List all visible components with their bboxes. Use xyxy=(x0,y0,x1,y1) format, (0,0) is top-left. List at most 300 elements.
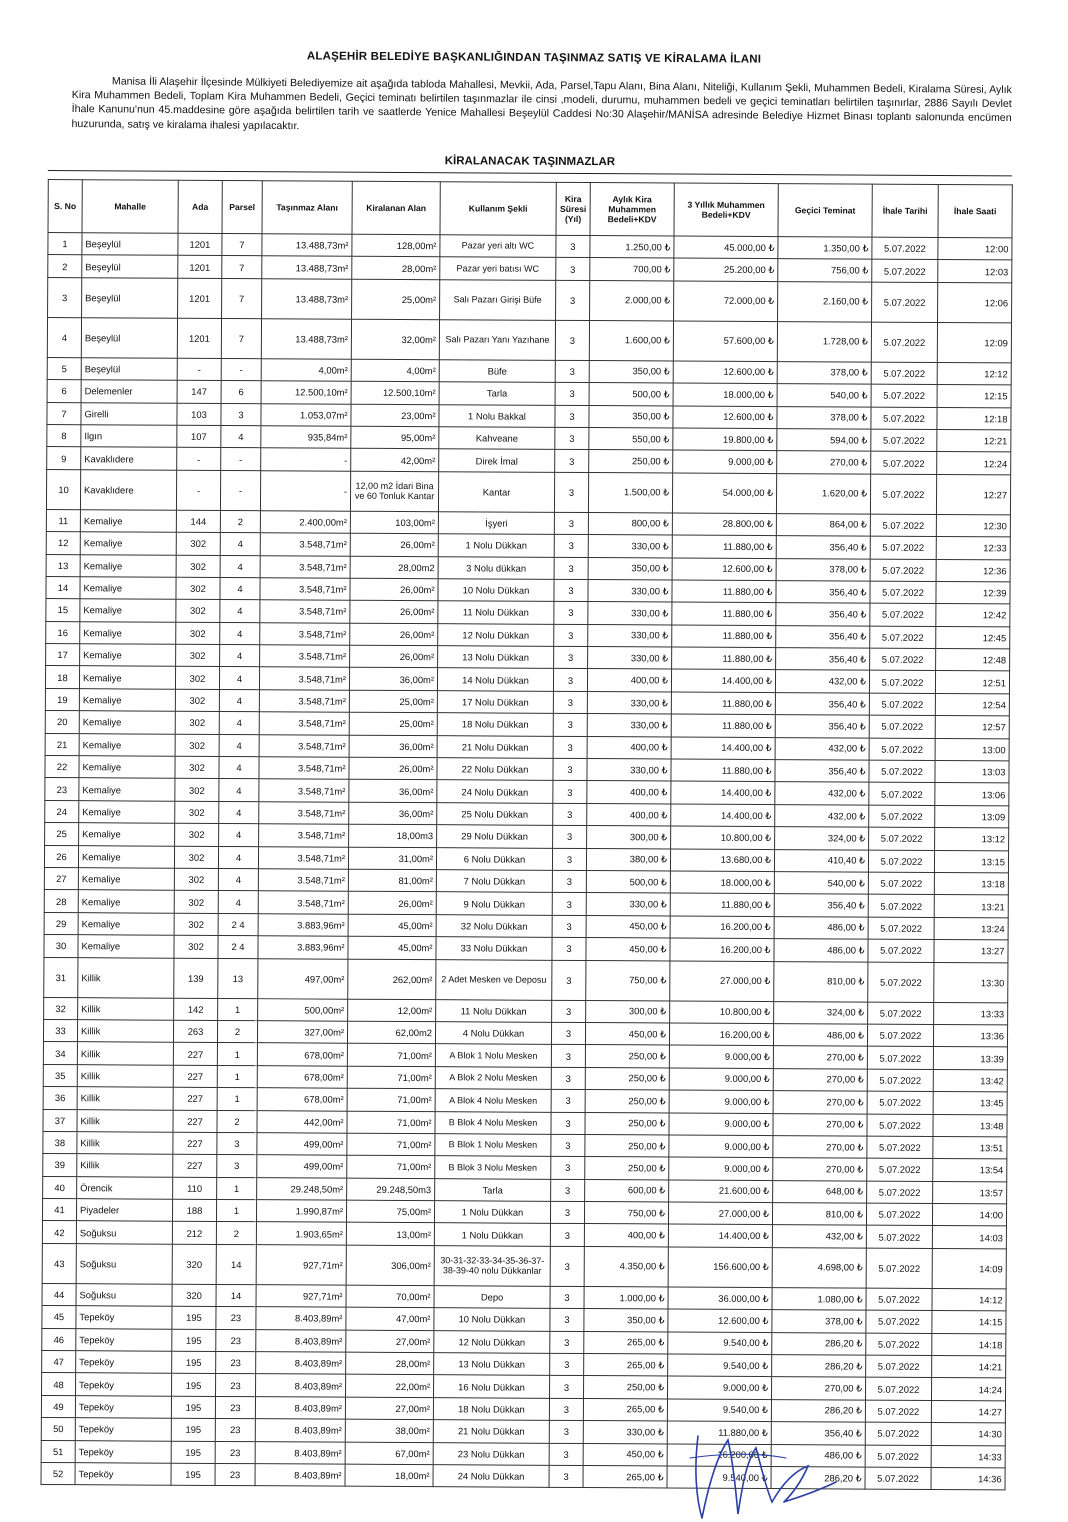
cell-monthly-rent: 250,00 ₺ xyxy=(585,1157,669,1180)
cell-rented-area: 262,00m² xyxy=(348,959,436,999)
cell-property-area: 3.548,71m² xyxy=(259,779,349,802)
cell-block: 227 xyxy=(173,1043,217,1066)
cell-property-area: 8.403,89m² xyxy=(256,1352,346,1375)
cell-lease-years: 3 xyxy=(552,870,586,893)
cell-row-number: 39 xyxy=(43,1154,77,1177)
cell-three-year-rent: 10.800,00 ₺ xyxy=(670,1001,774,1024)
cell-property-area: 3.548,71m² xyxy=(259,734,349,757)
cell-tender-time: 13:00 xyxy=(935,738,1009,761)
cell-deposit: 356,40 ₺ xyxy=(771,1422,865,1445)
cell-three-year-rent: 9.540,00 ₺ xyxy=(668,1332,772,1355)
cell-rented-area: 32,00m² xyxy=(351,319,439,359)
cell-monthly-rent: 400,00 ₺ xyxy=(587,736,671,759)
cell-tender-time: 14:03 xyxy=(932,1226,1006,1249)
cell-parcel: 4 xyxy=(219,689,259,712)
cell-block: 302 xyxy=(174,846,218,869)
cell-tender-date: 5.07.2022 xyxy=(866,1248,932,1288)
cell-three-year-rent: 9.000,00 ₺ xyxy=(669,1112,773,1135)
cell-rented-area: 31,00m² xyxy=(348,847,436,870)
cell-property-area: 8.403,89m² xyxy=(256,1374,346,1397)
cell-usage: 18 Nolu Dükkan xyxy=(433,1397,549,1420)
cell-neighborhood: Kemaliye xyxy=(80,621,176,644)
cell-monthly-rent: 1.000,00 ₺ xyxy=(584,1286,668,1309)
cell-rented-area: 26,00m² xyxy=(350,578,438,601)
cell-monthly-rent: 450,00 ₺ xyxy=(586,938,670,961)
cell-tender-time: 13:18 xyxy=(934,872,1008,895)
cell-property-area: 935,84m² xyxy=(261,426,351,449)
rental-table-section xyxy=(41,144,1012,1491)
cell-lease-years: 3 xyxy=(553,781,587,804)
cell-lease-years: 3 xyxy=(555,320,589,360)
cell-tender-date: 5.07.2022 xyxy=(867,1181,933,1204)
cell-rented-area: 23,00m² xyxy=(351,404,439,427)
cell-usage: 4 Nolu Dükkan xyxy=(435,1022,551,1045)
cell-rented-area: 26,00m² xyxy=(350,645,438,668)
cell-row-number: 28 xyxy=(44,890,78,913)
cell-three-year-rent: 28.800,00 ₺ xyxy=(672,513,776,536)
cell-row-number: 45 xyxy=(42,1306,76,1329)
cell-deposit: 378,00 ₺ xyxy=(772,1310,866,1333)
cell-property-area: 3.548,71m² xyxy=(258,891,348,914)
cell-neighborhood: Beşeylül xyxy=(82,255,178,278)
cell-monthly-rent: 500,00 ₺ xyxy=(586,871,670,894)
cell-neighborhood: Kavaklıdere xyxy=(80,469,176,510)
cell-row-number: 41 xyxy=(42,1199,76,1222)
cell-property-area: 3.548,71m² xyxy=(258,869,348,892)
cell-parcel: 4 xyxy=(219,801,259,824)
cell-property-area: 1.903,65m² xyxy=(256,1222,346,1245)
header-three-year-rent: 3 Yıllık Muhammen Bedeli+KDV xyxy=(674,183,778,237)
cell-usage: 23 Nolu Dükkan xyxy=(433,1442,549,1465)
cell-three-year-rent: 21.600,00 ₺ xyxy=(669,1180,773,1203)
cell-three-year-rent: 11.880,00 ₺ xyxy=(672,602,776,625)
cell-parcel: - xyxy=(220,470,260,510)
cell-neighborhood: Piyadeler xyxy=(76,1199,172,1222)
cell-neighborhood: Killik xyxy=(78,957,174,998)
cell-neighborhood: Kemaliye xyxy=(78,868,174,891)
cell-usage: 9 Nolu Dükkan xyxy=(436,892,552,915)
cell-three-year-rent: 14.400,00 ₺ xyxy=(671,737,775,760)
cell-rented-area: 26,00m² xyxy=(350,623,438,646)
cell-row-number: 33 xyxy=(43,1019,77,1042)
cell-tender-time: 12:33 xyxy=(936,537,1010,560)
cell-property-area: 3.548,71m² xyxy=(260,533,350,556)
cell-tender-time: 13:24 xyxy=(934,917,1008,940)
cell-property-area: 327,00m² xyxy=(257,1021,347,1044)
cell-lease-years: 3 xyxy=(549,1398,583,1421)
cell-property-area: 3.548,71m² xyxy=(259,690,349,713)
cell-property-area: 8.403,89m² xyxy=(255,1419,345,1442)
cell-lease-years: 3 xyxy=(553,826,587,849)
cell-row-number: 25 xyxy=(45,823,79,846)
cell-lease-years: 3 xyxy=(549,1465,583,1488)
cell-tender-time: 13:57 xyxy=(933,1181,1007,1204)
cell-lease-years: 3 xyxy=(550,1376,584,1399)
cell-neighborhood: Kemaliye xyxy=(80,599,176,622)
header-monthly-rent: Aylık Kira Muhammen Bedeli+KDV xyxy=(590,183,674,236)
cell-deposit: 486,00 ₺ xyxy=(773,1024,867,1047)
cell-monthly-rent: 350,00 ₺ xyxy=(584,1309,668,1332)
cell-row-number: 31 xyxy=(44,957,78,997)
cell-neighborhood: Beşeylül xyxy=(81,317,177,358)
cell-rented-area: 25,00m² xyxy=(352,279,440,319)
cell-lease-years: 3 xyxy=(551,1112,585,1135)
cell-usage: 21 Nolu Dükkan xyxy=(437,735,553,758)
cell-parcel: 1 xyxy=(216,1200,256,1223)
cell-parcel: 4 xyxy=(219,667,259,690)
cell-rented-area: 45,00m² xyxy=(348,936,436,959)
header-neighborhood: Mahalle xyxy=(82,180,178,234)
cell-lease-years: 3 xyxy=(551,1089,585,1112)
header-row-number: S. No xyxy=(48,180,82,233)
cell-parcel: 4 xyxy=(218,891,258,914)
cell-lease-years: 3 xyxy=(553,758,587,781)
cell-parcel: 23 xyxy=(216,1307,256,1330)
cell-three-year-rent: 18.000,00 ₺ xyxy=(670,871,774,894)
header-row xyxy=(48,180,1012,238)
cell-deposit: 356,40 ₺ xyxy=(775,760,869,783)
cell-block: - xyxy=(176,470,220,510)
cell-tender-date: 5.07.2022 xyxy=(870,648,936,671)
cell-three-year-rent: 57.600,00 ₺ xyxy=(673,321,777,362)
cell-lease-years: 3 xyxy=(552,893,586,916)
cell-tender-time: 12:54 xyxy=(935,693,1009,716)
cell-three-year-rent: 11.880,00 ₺ xyxy=(671,759,775,782)
cell-tender-date: 5.07.2022 xyxy=(870,536,936,559)
cell-usage: 24 Nolu Dükkan xyxy=(433,1465,549,1488)
cell-deposit: 286,20 ₺ xyxy=(772,1332,866,1355)
cell-monthly-rent: 350,00 ₺ xyxy=(589,360,673,383)
cell-deposit: 648,00 ₺ xyxy=(773,1180,867,1203)
cell-parcel: 1 xyxy=(217,1043,257,1066)
cell-lease-years: 3 xyxy=(552,848,586,871)
cell-rented-area: 71,00m² xyxy=(347,1066,435,1089)
cell-neighborhood: Kemaliye xyxy=(80,554,176,577)
cell-neighborhood: Killik xyxy=(77,1154,173,1177)
cell-tender-date: 5.07.2022 xyxy=(866,1203,932,1226)
cell-tender-date: 5.07.2022 xyxy=(867,1136,933,1159)
cell-tender-time: 14:30 xyxy=(931,1423,1005,1446)
cell-tender-time: 14:36 xyxy=(931,1467,1005,1490)
cell-three-year-rent: 14.400,00 ₺ xyxy=(668,1224,772,1247)
cell-tender-time: 14:12 xyxy=(932,1288,1006,1311)
cell-usage: 13 Nolu Dükkan xyxy=(434,1353,550,1376)
cell-property-area: 3.548,71m² xyxy=(260,645,350,668)
cell-row-number: 12 xyxy=(46,532,80,555)
cell-row-number: 29 xyxy=(44,912,78,935)
cell-deposit: 4.698,00 ₺ xyxy=(772,1247,866,1288)
cell-monthly-rent: 250,00 ₺ xyxy=(589,450,673,473)
cell-tender-date: 5.07.2022 xyxy=(868,850,934,873)
cell-three-year-rent: 72.000,00 ₺ xyxy=(674,281,778,322)
cell-three-year-rent: 11.880,00 ₺ xyxy=(672,580,776,603)
cell-deposit: 378,00 ₺ xyxy=(777,406,871,429)
cell-rented-area: 26,00m² xyxy=(349,757,437,780)
cell-row-number: 7 xyxy=(47,402,81,425)
cell-row-number: 47 xyxy=(42,1350,76,1373)
cell-three-year-rent: 9.000,00 ₺ xyxy=(669,1135,773,1158)
cell-property-area: 678,00m² xyxy=(257,1043,347,1066)
cell-tender-date: 5.07.2022 xyxy=(871,362,937,385)
cell-row-number: 17 xyxy=(46,644,80,667)
cell-parcel: 1 xyxy=(217,1088,257,1111)
cell-neighborhood: Kemaliye xyxy=(79,778,175,801)
cell-tender-time: 14:24 xyxy=(931,1378,1005,1401)
cell-row-number: 11 xyxy=(46,509,80,532)
cell-block: 263 xyxy=(173,1020,217,1043)
cell-monthly-rent: 350,00 ₺ xyxy=(588,557,672,580)
cell-three-year-rent: 45.000,00 ₺ xyxy=(674,236,778,259)
cell-row-number: 8 xyxy=(47,424,81,447)
cell-deposit: 270,00 ₺ xyxy=(777,451,871,474)
cell-block: 212 xyxy=(172,1222,216,1245)
cell-neighborhood: Kemaliye xyxy=(79,711,175,734)
cell-row-number: 42 xyxy=(42,1221,76,1244)
cell-lease-years: 3 xyxy=(555,383,589,406)
cell-property-area: 500,00m² xyxy=(258,998,348,1021)
cell-deposit: 864,00 ₺ xyxy=(776,513,870,536)
cell-three-year-rent: 9.540,00 ₺ xyxy=(667,1466,771,1489)
cell-property-area: 927,71m² xyxy=(256,1285,346,1308)
cell-block: 320 xyxy=(172,1284,216,1307)
cell-neighborhood: Tepeköy xyxy=(75,1463,171,1486)
cell-parcel: 4 xyxy=(218,846,258,869)
cell-neighborhood: Killik xyxy=(77,1042,173,1065)
cell-lease-years: 3 xyxy=(555,405,589,428)
cell-block: 195 xyxy=(172,1329,216,1352)
cell-block: 302 xyxy=(175,711,219,734)
cell-lease-years: 3 xyxy=(553,714,587,737)
cell-property-area: 13.488,73m² xyxy=(262,234,352,257)
cell-lease-years: 3 xyxy=(549,1421,583,1444)
cell-row-number: 30 xyxy=(44,935,78,958)
cell-monthly-rent: 250,00 ₺ xyxy=(585,1112,669,1135)
cell-parcel: 2 xyxy=(216,1222,256,1245)
cell-block: 302 xyxy=(175,689,219,712)
cell-deposit: 432,00 ₺ xyxy=(775,670,869,693)
cell-deposit: 270,00 ₺ xyxy=(773,1135,867,1158)
cell-tender-time: 13:42 xyxy=(933,1069,1007,1092)
cell-deposit: 756,00 ₺ xyxy=(778,259,872,282)
cell-neighborhood: Kemaliye xyxy=(80,509,176,532)
cell-usage: 6 Nolu Dükkan xyxy=(436,847,552,870)
cell-row-number: 19 xyxy=(45,688,79,711)
cell-lease-years: 3 xyxy=(554,624,588,647)
cell-tender-time: 14:09 xyxy=(932,1248,1006,1288)
cell-rented-area: 45,00m² xyxy=(348,914,436,937)
cell-tender-time: 13:21 xyxy=(934,895,1008,918)
cell-parcel: 23 xyxy=(215,1419,255,1442)
cell-monthly-rent: 380,00 ₺ xyxy=(586,848,670,871)
cell-usage: İşyeri xyxy=(438,511,554,534)
header-usage: Kullanım Şekli xyxy=(440,182,556,236)
cell-usage: 24 Nolu Dükkan xyxy=(437,780,553,803)
cell-rented-area: 75,00m² xyxy=(346,1200,434,1223)
cell-block: 195 xyxy=(171,1441,215,1464)
cell-rented-area: 71,00m² xyxy=(347,1044,435,1067)
cell-deposit: 486,00 ₺ xyxy=(774,916,868,939)
cell-tender-date: 5.07.2022 xyxy=(870,581,936,604)
cell-usage: 16 Nolu Dükkan xyxy=(434,1375,550,1398)
cell-neighborhood: Kemaliye xyxy=(79,666,175,689)
cell-lease-years: 3 xyxy=(550,1331,584,1354)
cell-deposit: 356,40 ₺ xyxy=(776,603,870,626)
cell-block: 195 xyxy=(172,1374,216,1397)
cell-parcel: 4 xyxy=(220,555,260,578)
cell-tender-time: 14:00 xyxy=(932,1204,1006,1227)
cell-parcel: 14 xyxy=(216,1284,256,1307)
cell-row-number: 10 xyxy=(46,469,80,509)
cell-usage: Tarla xyxy=(439,382,555,405)
cell-usage: 18 Nolu Dükkan xyxy=(437,713,553,736)
cell-monthly-rent: 1.250,00 ₺ xyxy=(590,236,674,259)
cell-neighborhood: Kemaliye xyxy=(79,800,175,823)
cell-usage: B Blok 1 Nolu Mesken xyxy=(435,1134,551,1157)
cell-tender-time: 13:36 xyxy=(933,1024,1007,1047)
cell-three-year-rent: 11.880,00 ₺ xyxy=(670,893,774,916)
cell-deposit: 432,00 ₺ xyxy=(775,804,869,827)
cell-property-area: 8.403,89m² xyxy=(255,1441,345,1464)
cell-parcel: 7 xyxy=(222,278,262,318)
cell-rented-area: 95,00m² xyxy=(351,426,439,449)
cell-tender-date: 5.07.2022 xyxy=(870,559,936,582)
cell-tender-time: 12:00 xyxy=(938,237,1012,260)
cell-three-year-rent: 27.000,00 ₺ xyxy=(668,1202,772,1225)
cell-deposit: 810,00 ₺ xyxy=(772,1203,866,1226)
cell-parcel: 1 xyxy=(218,998,258,1021)
cell-three-year-rent: 18.000,00 ₺ xyxy=(673,383,777,406)
cell-tender-date: 5.07.2022 xyxy=(868,1002,934,1025)
cell-property-area: 4,00m² xyxy=(261,358,351,381)
cell-block: 107 xyxy=(177,425,221,448)
cell-block: 302 xyxy=(174,913,218,936)
cell-monthly-rent: 330,00 ₺ xyxy=(587,714,671,737)
cell-property-area: - xyxy=(261,448,351,471)
header-lease-years: Kira Süresi (Yıl) xyxy=(556,182,590,235)
cell-monthly-rent: 250,00 ₺ xyxy=(585,1134,669,1157)
cell-three-year-rent: 10.800,00 ₺ xyxy=(671,826,775,849)
cell-rented-area: 26,00m² xyxy=(350,600,438,623)
cell-property-area: 3.883,96m² xyxy=(258,936,348,959)
cell-tender-date: 5.07.2022 xyxy=(866,1226,932,1249)
cell-three-year-rent: 9.540,00 ₺ xyxy=(668,1354,772,1377)
cell-lease-years: 3 xyxy=(552,915,586,938)
cell-neighborhood: Kemaliye xyxy=(80,577,176,600)
cell-usage: 29 Nolu Dükkan xyxy=(437,825,553,848)
cell-parcel: - xyxy=(221,448,261,471)
cell-property-area: 3.548,71m² xyxy=(258,846,348,869)
cell-deposit: 486,00 ₺ xyxy=(771,1444,865,1467)
cell-rented-area: 62,00m2 xyxy=(347,1021,435,1044)
cell-tender-date: 5.07.2022 xyxy=(871,384,937,407)
cell-tender-date: 5.07.2022 xyxy=(872,237,938,260)
cell-property-area: 499,00m² xyxy=(257,1133,347,1156)
cell-neighborhood: Kemaliye xyxy=(80,532,176,555)
cell-three-year-rent: 16.200,00 ₺ xyxy=(670,916,774,939)
cell-neighborhood: Tepeköy xyxy=(76,1373,172,1396)
cell-tender-date: 5.07.2022 xyxy=(872,259,938,282)
cell-row-number: 9 xyxy=(47,447,81,470)
cell-parcel: 23 xyxy=(215,1396,255,1419)
cell-deposit: 356,40 ₺ xyxy=(776,625,870,648)
cell-parcel: 4 xyxy=(219,756,259,779)
cell-monthly-rent: 1.600,00 ₺ xyxy=(589,320,673,360)
cell-usage: Büfe xyxy=(439,359,555,382)
cell-block: 147 xyxy=(177,380,221,403)
cell-row-number: 48 xyxy=(42,1373,76,1396)
cell-parcel: 13 xyxy=(218,958,258,998)
cell-row-number: 16 xyxy=(46,621,80,644)
cell-monthly-rent: 450,00 ₺ xyxy=(586,915,670,938)
cell-monthly-rent: 330,00 ₺ xyxy=(587,759,671,782)
cell-usage: 3 Nolu dükkan xyxy=(438,556,554,579)
cell-block: 302 xyxy=(175,667,219,690)
cell-neighborhood: Killik xyxy=(78,997,174,1020)
cell-monthly-rent: 330,00 ₺ xyxy=(588,602,672,625)
cell-usage: 33 Nolu Dükkan xyxy=(436,937,552,960)
cell-block: 302 xyxy=(176,622,220,645)
cell-tender-date: 5.07.2022 xyxy=(867,1158,933,1181)
cell-tender-date: 5.07.2022 xyxy=(871,451,937,474)
cell-lease-years: 3 xyxy=(554,557,588,580)
cell-deposit: 270,00 ₺ xyxy=(773,1091,867,1114)
cell-monthly-rent: 750,00 ₺ xyxy=(586,960,670,1000)
cell-row-number: 3 xyxy=(48,277,82,317)
cell-tender-time: 13:03 xyxy=(935,760,1009,783)
cell-lease-years: 3 xyxy=(550,1246,584,1286)
cell-lease-years: 3 xyxy=(551,1157,585,1180)
cell-rented-area: 36,00m² xyxy=(349,802,437,825)
cell-usage: 11 Nolu Dükkan xyxy=(438,601,554,624)
cell-parcel: 2 xyxy=(220,510,260,533)
cell-tender-date: 5.07.2022 xyxy=(868,872,934,895)
cell-tender-date: 5.07.2022 xyxy=(866,1355,932,1378)
cell-tender-date: 5.07.2022 xyxy=(871,407,937,430)
cell-monthly-rent: 350,00 ₺ xyxy=(589,405,673,428)
cell-three-year-rent: 9.000,00 ₺ xyxy=(669,1157,773,1180)
cell-usage: Pazar yeri batısı WC xyxy=(440,257,556,280)
cell-parcel: 2 4 xyxy=(218,913,258,936)
cell-neighborhood: Örencik xyxy=(77,1176,173,1199)
cell-tender-date: 5.07.2022 xyxy=(869,738,935,761)
cell-rented-area: 81,00m² xyxy=(348,869,436,892)
cell-row-number: 20 xyxy=(45,711,79,734)
table-row xyxy=(44,957,1008,1002)
cell-property-area: 3.548,71m² xyxy=(259,802,349,825)
table-body xyxy=(41,233,1012,1491)
cell-property-area: 3.548,71m² xyxy=(259,757,349,780)
cell-rented-area: 12.500,10m² xyxy=(351,381,439,404)
cell-three-year-rent: 9.540,00 ₺ xyxy=(667,1399,771,1422)
cell-parcel: 23 xyxy=(216,1329,256,1352)
cell-monthly-rent: 250,00 ₺ xyxy=(585,1045,669,1068)
cell-block: 302 xyxy=(175,801,219,824)
cell-parcel: 7 xyxy=(222,233,262,256)
cell-three-year-rent: 9.000,00 ₺ xyxy=(669,1045,773,1068)
cell-block: 227 xyxy=(173,1132,217,1155)
cell-usage: Pazar yeri altı WC xyxy=(440,235,556,258)
cell-parcel: 4 xyxy=(220,577,260,600)
cell-neighborhood: Kemaliye xyxy=(78,935,174,958)
cell-row-number: 6 xyxy=(47,380,81,403)
cell-tender-date: 5.07.2022 xyxy=(867,1091,933,1114)
cell-neighborhood: Kemaliye xyxy=(78,845,174,868)
cell-parcel: 3 xyxy=(217,1132,257,1155)
cell-three-year-rent: 27.000,00 ₺ xyxy=(670,961,774,1002)
cell-deposit: 286,20 ₺ xyxy=(772,1355,866,1378)
cell-monthly-rent: 300,00 ₺ xyxy=(586,1000,670,1023)
cell-rented-area: 71,00m² xyxy=(347,1088,435,1111)
